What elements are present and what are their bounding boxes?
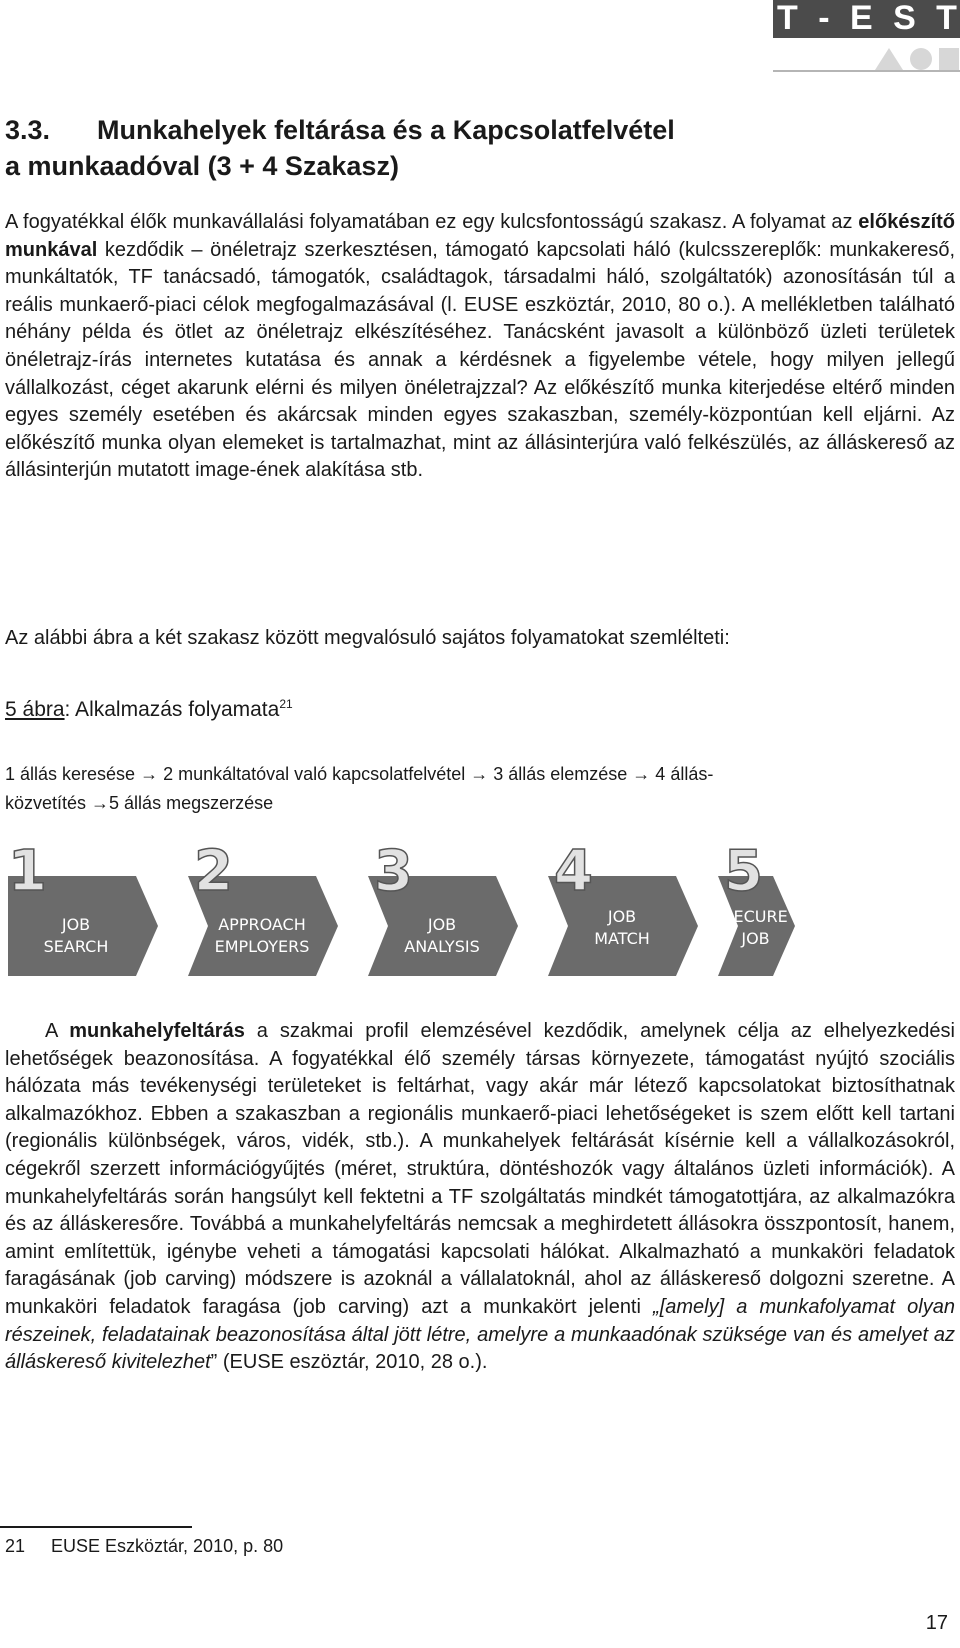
footnote-ref: 21 bbox=[279, 697, 293, 711]
logo-letters bbox=[777, 0, 957, 37]
process-step-label: SECURE bbox=[723, 907, 788, 926]
figure-label: 5 ábra bbox=[5, 698, 65, 721]
text-run: Az alábbi ábra a két szakasz között megvalósuló sajátos folyamatokat szemlélteti: bbox=[5, 627, 730, 649]
process-step-4 bbox=[548, 839, 698, 976]
paragraph-intro bbox=[5, 209, 955, 485]
page-number: 17 bbox=[925, 1612, 948, 1634]
process-step-label: JOB bbox=[61, 915, 91, 934]
process-step-label: JOB bbox=[427, 915, 457, 934]
process-step-number: 2 bbox=[194, 839, 233, 904]
process-step-label: JOB bbox=[741, 929, 770, 948]
text-run: a szakmai profil elemzésével kezdődik, amelynek célja az elhelyezkedési lehetőségek beazonosítása. A fogyatékkal élő személy társas környezete, támogatást nyújtó szociális hálózata más tevékenységi területeket is feltárhat, vagy akár már létező kapcsolatokat biztosíthatnak alkalmazókhoz. Ebben a szakaszban a regionális munkaerő-piaci lehetőségeket is szem előtt kell tartani (regionális különbségek, város, vidék, stb.). A munkahelyek feltárását kísérnie kell a vállalkozásokról, cégekről szerzett információgyűjtés (méret, struktúra, döntéshozók vagy általános üzleti információk). A munkahelyfeltárás során hangsúlyt kell fektetni a TF szolgáltatás mindkét támogatottjára, az alkalmazókra és az álláskeresőre. Továbbá a munkahelyfeltárás nemcsak a meghirdetett állásokra összpontosít, hanem, amint említettük, igénybe veheti a támogatási kapcsolati hálókat. Alkalmazható a munkaköri feladatok faragásának (job carving) módszere is azoknál a vállalatoknál, ahol az álláskereső dolgozni szeretne. A munkaköri feladatok faragása (job carving) azt a munkakört jelenti bbox=[5, 1020, 956, 1318]
section-title-line2: a munkaadóval (3 + 4 Szakasz) bbox=[5, 151, 399, 181]
process-step-label: JOB bbox=[607, 907, 637, 926]
process-step-5 bbox=[718, 839, 795, 976]
figure-caption bbox=[5, 696, 293, 724]
process-step-label: EMPLOYERS bbox=[214, 937, 310, 956]
section-number: 3.3. bbox=[5, 115, 51, 145]
logo-letter: T bbox=[777, 0, 798, 37]
footnote-number: 21 bbox=[5, 1536, 26, 1556]
text-run: ” (EUSE eszöztár, 2010, 28 o.). bbox=[210, 1351, 488, 1374]
steps-line2: közvetítés →5 állás megszerzése bbox=[5, 793, 274, 813]
test-logo bbox=[773, 0, 960, 72]
process-step-number: 5 bbox=[724, 839, 763, 904]
process-diagram bbox=[5, 838, 805, 978]
steps-line1: 1 állás keresése → 2 munkáltatóval való kapcsolatfelvétel → 3 állás elemzése → 4 állás- bbox=[5, 764, 714, 784]
paragraph-job-discovery bbox=[5, 1018, 955, 1377]
logo-shapes-icon bbox=[773, 44, 960, 72]
paragraph-figure-intro bbox=[5, 625, 955, 653]
italic-quote: „[amely] a munkafolyamat olyan részeinek, feladatainak beazonosítása által jött létre, amelyre a munkaadónak szüksége van és amelyet az álláskereső kivitelezhet bbox=[5, 1295, 955, 1374]
figure-title: : Alkalmazás folyamata bbox=[64, 698, 280, 721]
logo-rule bbox=[773, 70, 960, 72]
process-step-label: ANALYSIS bbox=[404, 937, 480, 956]
footnote-text: EUSE Eszköztár, 2010, p. 80 bbox=[51, 1536, 284, 1556]
process-step-2 bbox=[188, 839, 338, 976]
process-step-number: 3 bbox=[374, 839, 413, 904]
footnote bbox=[5, 1534, 283, 1558]
process-step-label: APPROACH bbox=[218, 915, 306, 934]
logo-letter: S bbox=[893, 0, 916, 37]
text-run: kezdődik – önéletrajz szerkesztésen, támogató kapcsolati háló (kulcsszereplők: munkakereső, munkáltatók, TF tanácsadó, támogatók, családtagok, társadalmi háló, szolgáltatók) azonosításán túl a reális munkaerő-piaci célok megfogalmazásával (l. EUSE eszköztár, 2010, 80 o.). A mellékletben található néhány példa és ötlet az önéletrajz elkészítéséhez. Tanácsként javasolt a különböző üzleti területek önéletrajz-írás internetes kutatása és annak a kérdésnek a figyelembe vétele, hogy milyen jellegű vállalkozást, céget akarunk elérni és milyen önéletrajzzal? Az előkészítő munka kiterjedése eltérő minden egyes személy esetében és akárcsak minden egyes szakaszban, személy-központúan kell eljárni. Az előkészítő munka olyan elemeket is tartalmazhat, mint az állásinterjúra való felkészülés, az álláskereső az állásinterjún mutatott image-ének alakítása stb. bbox=[5, 238, 955, 482]
bold-text: előkészítő munkával bbox=[5, 211, 955, 261]
process-step-number: 1 bbox=[8, 839, 47, 904]
steps-text bbox=[5, 760, 950, 818]
process-step-number: 4 bbox=[554, 839, 593, 904]
process-step-label: SEARCH bbox=[43, 937, 109, 956]
footnote-rule bbox=[0, 1526, 192, 1528]
logo-letter: E bbox=[849, 0, 873, 37]
text-run: A fogyatékkal élők munkavállalási folyamatában ez egy kulcsfontosságú szakasz. A folyamat az bbox=[5, 211, 859, 233]
process-step-label: MATCH bbox=[594, 929, 650, 948]
process-step-1 bbox=[8, 839, 158, 976]
bold-text: munkahelyfeltárás bbox=[69, 1020, 245, 1042]
process-step-3 bbox=[368, 839, 518, 976]
logo-letter: - bbox=[818, 0, 830, 37]
section-heading bbox=[5, 112, 905, 184]
text-run: A bbox=[45, 1020, 70, 1042]
logo-letter: T bbox=[936, 0, 957, 37]
section-title-line1: Munkahelyek feltárása és a Kapcsolatfelvétel bbox=[97, 115, 675, 145]
